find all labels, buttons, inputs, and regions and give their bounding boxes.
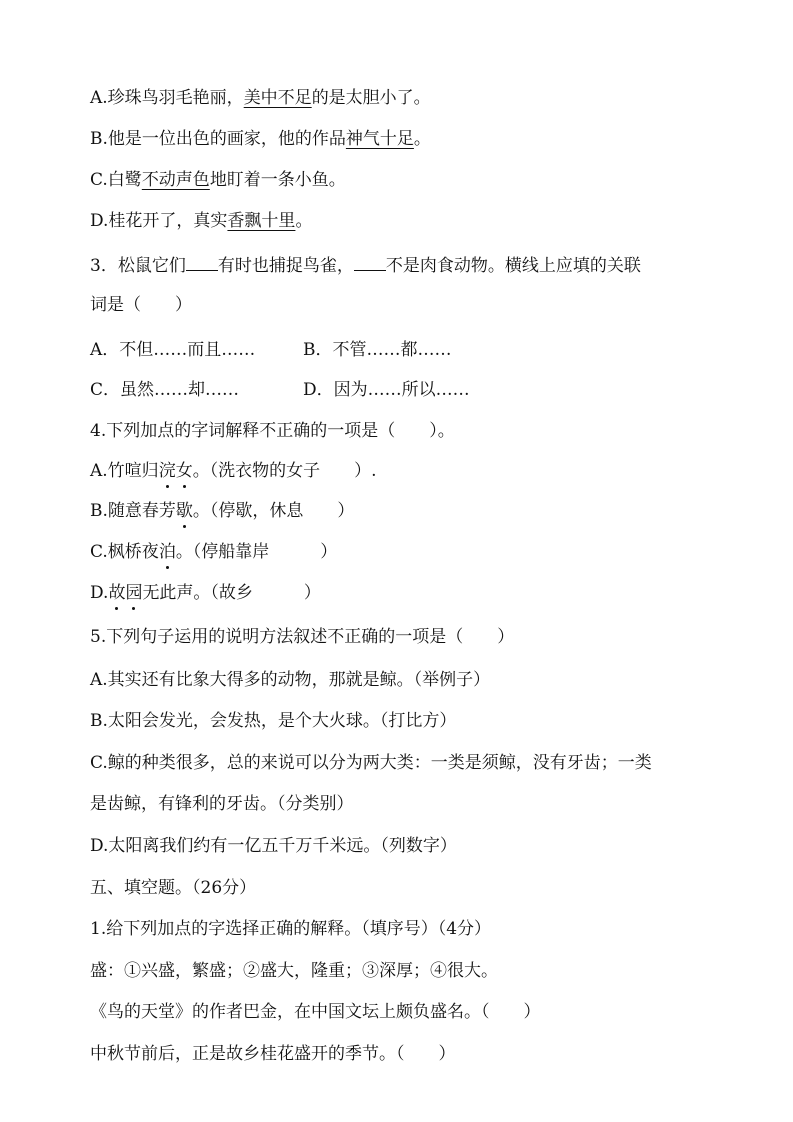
q4-option-c xyxy=(90,540,337,564)
q3-stem xyxy=(90,254,641,278)
q3-option-b: B．不管……都…… xyxy=(303,340,452,360)
dotted-char: 歇 xyxy=(175,501,193,521)
dotted-char: 女 xyxy=(175,461,193,481)
q3-options-row1 xyxy=(90,338,452,362)
dotted-char xyxy=(108,583,142,603)
q4-stem: 4.下列加点的字词解释不正确的一项是（ ）。 xyxy=(90,421,455,441)
q5-option-a: A.其实还有比象大得多的动物，那就是鲸。（举例子） xyxy=(90,670,491,690)
dotted-char: 泊 xyxy=(158,542,176,562)
dotted-char: 浣 xyxy=(158,461,176,481)
q5-option-d: D.太阳离我们约有一亿五千万千米远。（列数字） xyxy=(90,836,457,856)
q2-option-d xyxy=(90,209,312,233)
q5-stem: 5.下列句子运用的说明方法叙述不正确的一项是（ ） xyxy=(90,627,515,647)
q3-stem-line2: 词是（ ） xyxy=(90,295,192,315)
underlined-idiom: 美中不足 xyxy=(243,88,312,108)
option-text: 。（停船靠岸 ） xyxy=(175,542,338,562)
option-text: D.桂花开了，真实 xyxy=(90,211,228,231)
fill-sentence-2: 中秋节前后，正是故乡桂花盛开的季节。（ ） xyxy=(90,1044,456,1064)
q4-option-d xyxy=(90,581,321,605)
option-text: 无此声。（故乡 ） xyxy=(142,583,321,603)
option-text: B.随意春芳 xyxy=(90,501,176,521)
q2-option-a xyxy=(90,86,431,110)
q3-option-c: C．虽然……却…… xyxy=(90,380,240,400)
q3-stem-part: 不是肉食动物。横线上应填的关联 xyxy=(385,256,641,276)
underlined-idiom: 不动声色 xyxy=(141,170,210,190)
q3-stem-part: 有时也捕捉鸟雀， xyxy=(217,256,354,276)
option-text: A.竹喧归 xyxy=(90,461,159,481)
q3-option-d: D．因为……所以…… xyxy=(303,380,470,400)
q3-stem-part: 3．松鼠它们 xyxy=(90,256,186,276)
option-text: B.他是一位出色的画家，他的作品 xyxy=(90,129,346,149)
fill-blank xyxy=(354,255,386,271)
fill-q1-stem: 1.给下列加点的字选择正确的解释。（填序号）（4分） xyxy=(90,919,492,939)
q3-options-row2 xyxy=(90,378,470,402)
fill-sentence-1: 《鸟的天堂》的作者巴金，在中国文坛上颇负盛名。（ ） xyxy=(90,1002,541,1022)
q4-option-b xyxy=(90,499,354,523)
q4-option-a xyxy=(90,459,377,483)
q5-option-b: B.太阳会发光，会发热，是个大火球。（打比方） xyxy=(90,711,457,731)
option-text: 的是太胆小了。 xyxy=(311,88,431,108)
option-text: 地盯着一条小鱼。 xyxy=(209,170,346,190)
q2-option-c xyxy=(90,168,346,192)
sheng-definitions: 盛：①兴盛，繁盛；②盛大，隆重；③深厚；④很大。 xyxy=(90,961,498,981)
section-title: 五、填空题。（26分） xyxy=(90,878,257,898)
option-text: D. xyxy=(90,583,109,603)
option-text: 。 xyxy=(295,211,313,231)
option-text: 。（停歇，休息 ） xyxy=(192,501,355,521)
option-text: 。（洗衣物的女子 ）. xyxy=(192,461,377,481)
option-text: 。 xyxy=(413,129,431,149)
option-text: C.枫桥夜 xyxy=(90,542,159,562)
underlined-idiom: 神气十足 xyxy=(345,129,414,149)
underlined-idiom: 香飘十里 xyxy=(227,211,296,231)
option-text: C.白鹭 xyxy=(90,170,142,190)
fill-blank xyxy=(186,255,218,271)
dotted-char: 园 xyxy=(125,583,143,603)
dotted-char: 故 xyxy=(108,583,126,603)
q5-option-c-line2: 是齿鲸，有锋利的牙齿。（分类别） xyxy=(90,794,354,814)
q3-option-a: A．不但……而且…… xyxy=(90,340,256,360)
q5-option-c-line1: C.鲸的种类很多，总的来说可以分为两大类：一类是须鲸，没有牙齿；一类 xyxy=(90,753,652,773)
q2-option-b xyxy=(90,127,431,151)
dotted-char xyxy=(159,461,193,481)
option-text: A.珍珠鸟羽毛艳丽， xyxy=(90,88,244,108)
